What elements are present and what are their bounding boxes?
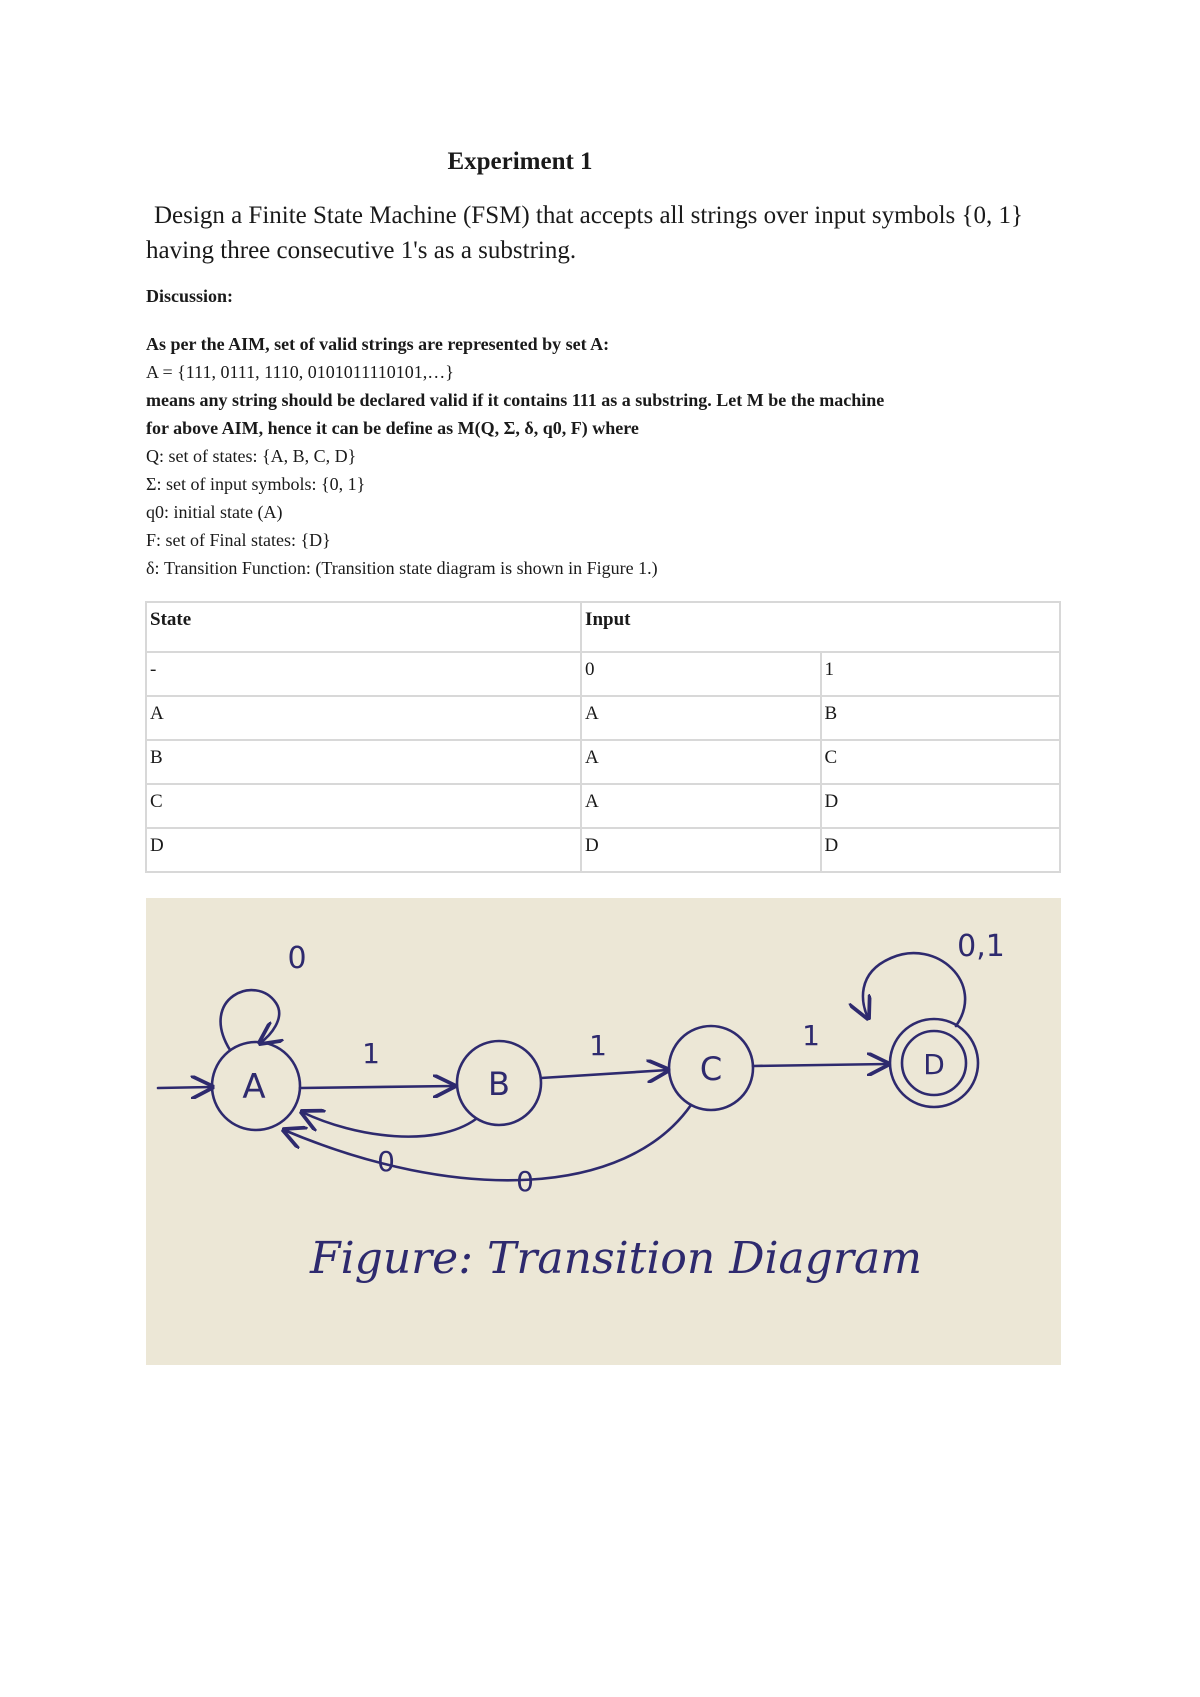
subheader-input-1: 1 [821,652,1060,696]
row-state: C [146,784,581,828]
discussion-line: Σ: set of input symbols: {0, 1} [146,474,366,494]
aim-statement: Design a Finite State Machine (FSM) that accepts all strings over input symbols {0, 1} having three consecutive 1's as a substring. [146,202,1024,264]
state-c-label: C [699,1050,723,1088]
transition-diagram [146,898,1061,1365]
c-to-a-arrow [284,1105,691,1180]
figure-caption: Figure: Transition Diagram [310,1233,922,1284]
c-to-d-label: 1 [802,1019,820,1052]
row-state: B [146,740,581,784]
subheader-input-0: 0 [581,652,820,696]
discussion-line: for above AIM, hence it can be define as M(Q, Σ, δ, q0, F) where [146,418,639,438]
c-to-a-label: 0 [516,1165,534,1198]
header-state: State [146,602,581,652]
header-input: Input [581,602,1060,652]
row-on-1: D [821,784,1060,828]
row-on-0: A [581,696,820,740]
table-row [146,828,1060,872]
transition-table [145,601,1061,873]
a-to-b-arrow [300,1086,454,1088]
page-title: Experiment 1 [447,148,593,175]
loop-a-arrow [221,990,280,1050]
loop-a-label: 0 [287,941,307,976]
state-a-label: A [242,1067,266,1107]
discussion-line: As per the AIM, set of valid strings are represented by set A: [146,334,610,354]
discussion-line: Q: set of states: {A, B, C, D} [146,446,357,466]
row-on-0: D [581,828,820,872]
discussion-heading: Discussion: [146,286,234,306]
b-to-a-arrow [302,1112,476,1137]
state-d-label: D [923,1048,945,1081]
start-arrow [158,1087,212,1088]
state-b-label: B [488,1065,510,1103]
discussion-line: F: set of Final states: {D} [146,530,331,550]
row-on-0: A [581,784,820,828]
discussion-line: A = {111, 0111, 1110, 0101011110101,…} [146,362,454,382]
loop-d-arrow [863,953,965,1026]
row-state: D [146,828,581,872]
table-row [146,784,1060,828]
row-on-0: A [581,740,820,784]
row-on-1: C [821,740,1060,784]
table-row [146,740,1060,784]
row-state: A [146,696,581,740]
table-header-row [146,602,1060,652]
discussion-line: δ: Transition Function: (Transition state diagram is shown in Figure 1.) [146,558,658,578]
b-to-c-arrow [541,1070,668,1078]
discussion-body [146,330,1076,582]
loop-d-label: 0,1 [957,929,1005,964]
table-subheader-row [146,652,1060,696]
b-to-a-label: 0 [377,1145,395,1178]
subheader-state: - [146,652,581,696]
c-to-d-arrow [753,1064,888,1066]
row-on-1: B [821,696,1060,740]
discussion-line: means any string should be declared valid if it contains 111 as a substring. Let M be the machine [146,390,885,410]
b-to-c-label: 1 [589,1029,607,1062]
table-row [146,696,1060,740]
row-on-1: D [821,828,1060,872]
a-to-b-label: 1 [362,1037,380,1070]
transition-diagram-figure [146,898,1061,1365]
discussion-line: q0: initial state (A) [146,502,283,522]
